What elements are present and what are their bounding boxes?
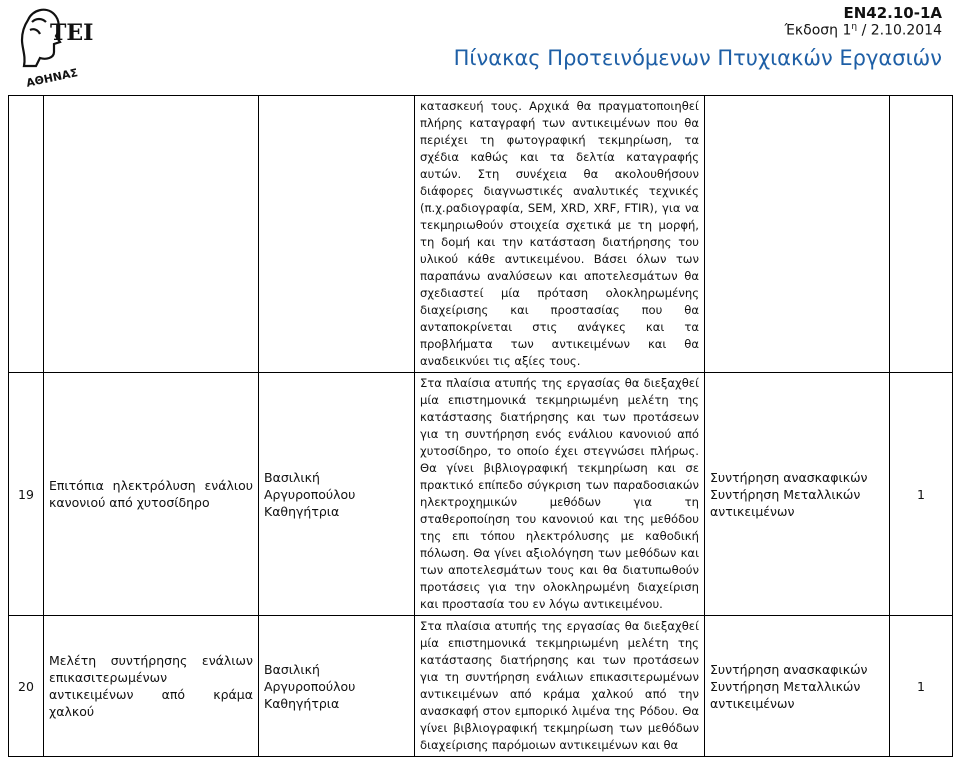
table-row <box>9 616 953 757</box>
cell-students <box>890 96 953 373</box>
cell-keywords <box>705 96 890 373</box>
edition-info <box>784 22 942 39</box>
keyword: Συντήρηση ανασκαφικών <box>710 661 868 677</box>
supervisor-name: Βασιλική Αργυροπούλου <box>264 661 356 694</box>
keywords-cell <box>705 373 890 616</box>
logo-text-tei: ΤΕΙ <box>50 20 94 46</box>
supervisor-cell <box>259 373 415 616</box>
table-row <box>9 373 953 616</box>
cell-supervisor <box>259 96 415 373</box>
row-number: 19 <box>9 373 44 616</box>
supervisor-cell <box>259 616 415 757</box>
thesis-description <box>415 373 705 616</box>
edition-sup: η <box>851 22 858 32</box>
description-text: Στα πλαίσια ατυπής της εργασίας θα διεξαχθεί μία επιστημονικά τεκμηριωμένη μελέτη της κατάστασης διατήρησης και των προτάσεων για τη συντήρηση ενός ενάλιου κανονιού από χυτοσίδηρο, το οποίο έχει στεγνώσει πλήρως. Θα γίνει βιβλιογραφική τεκμηρίωση και σε πρακτικό επίπεδο σύγκριση των παραδοσιακών ηλεκτροχημικών μεθόδων για τη σταθεροποίηση του κανονιού και της μεθόδου της επι τόπου ηλεκτρόλυσης με καθοδική πόλωση. Θα γίνει αξιολόγηση των μεθόδων και των αποτελεσμάτων τους και θα διατυπωθούν προτάσεις για την ολοκληρωμένη διαχείριση και προστασία του εν λόγω αντικειμένου. <box>420 376 699 611</box>
description-text: Στα πλαίσια ατυπής της εργασίας θα διεξαχθεί μία επιστημονικά τεκμηριωμένη μελέτη της κατάστασης διατήρησης και των προτάσεων για τη συντήρηση ενάλιων επικασιτερωμένων αντικειμένων από κράμα χαλκού από την ανασκαφή στον εμπορικό λιμένα της Ρόδου. Θα γίνει βιβλιογραφική τεκμηρίωση των μεθόδων διαχείρισης παρόμοιων αντικειμένων και θα <box>420 619 699 752</box>
row-number: 20 <box>9 616 44 757</box>
theses-table <box>8 95 953 757</box>
keyword: Συντήρηση ανασκαφικών <box>710 469 868 485</box>
keywords-cell <box>705 616 890 757</box>
logo-text-athens: ΑΘΗΝΑΣ <box>25 66 79 90</box>
description-text: κατασκευή τους. Αρχικά θα πραγματοποιηθεί πλήρης καταγραφή των αντικειμένων που θα περιέχει τη φωτογραφική τεκμηρίωση, τα σχέδια καθώς και τα δελτία καταγραφής αυτών. Στη συνέχεια θα ακολουθήσουν διάφορες διαγνωστικές αναλυτικές τεχνικές (π.χ.ραδιογραφία, SEM, XRD, XRF, FTIR), για να τεκμηριωθούν στοιχεία σχετικά με τη μορφή, τη δομή και την κατάσταση διατήρησης του υλικού κάθε αντικειμένου. Βάσει όλων των παραπάνω αναλύσεων και αποτελεσμάτων θα σχεδιαστεί μία πρόταση ολοκληρωμένης διαχείρισης και προστασίας που θα ανταποκρίνεται στις ανάγκες και τα προβλήματα των αντικειμένων και θα αναδεικνύει τις αξίες τους. <box>420 99 699 368</box>
thesis-title: Μελέτη συντήρησης ενάλιων επικασιτερωμένων αντικειμένων από κράμα χαλκού <box>44 616 259 757</box>
student-count: 1 <box>890 616 953 757</box>
cell-number <box>9 96 44 373</box>
edition-label: Έκδοση 1 <box>784 22 852 39</box>
cell-description <box>415 96 705 373</box>
keyword: Συντήρηση Μεταλλικών αντικειμένων <box>710 678 861 711</box>
keyword: Συντήρηση Μεταλλικών αντικειμένων <box>710 486 861 519</box>
supervisor-rank: Καθηγήτρια <box>264 503 340 519</box>
supervisor-name: Βασιλική Αργυροπούλου <box>264 469 356 502</box>
supervisor-rank: Καθηγήτρια <box>264 695 340 711</box>
table-row-continuation <box>9 96 953 373</box>
thesis-title: Επιτόπια ηλεκτρόλυση ενάλιου κανονιού από χυτοσίδηρο <box>44 373 259 616</box>
student-count: 1 <box>890 373 953 616</box>
cell-title <box>44 96 259 373</box>
thesis-description <box>415 616 705 757</box>
edition-date: / 2.10.2014 <box>857 22 942 39</box>
document-code: EN42.10-1A <box>843 4 942 22</box>
document-title: Πίνακας Προτεινόμενων Πτυχιακών Εργασιών <box>453 46 942 70</box>
